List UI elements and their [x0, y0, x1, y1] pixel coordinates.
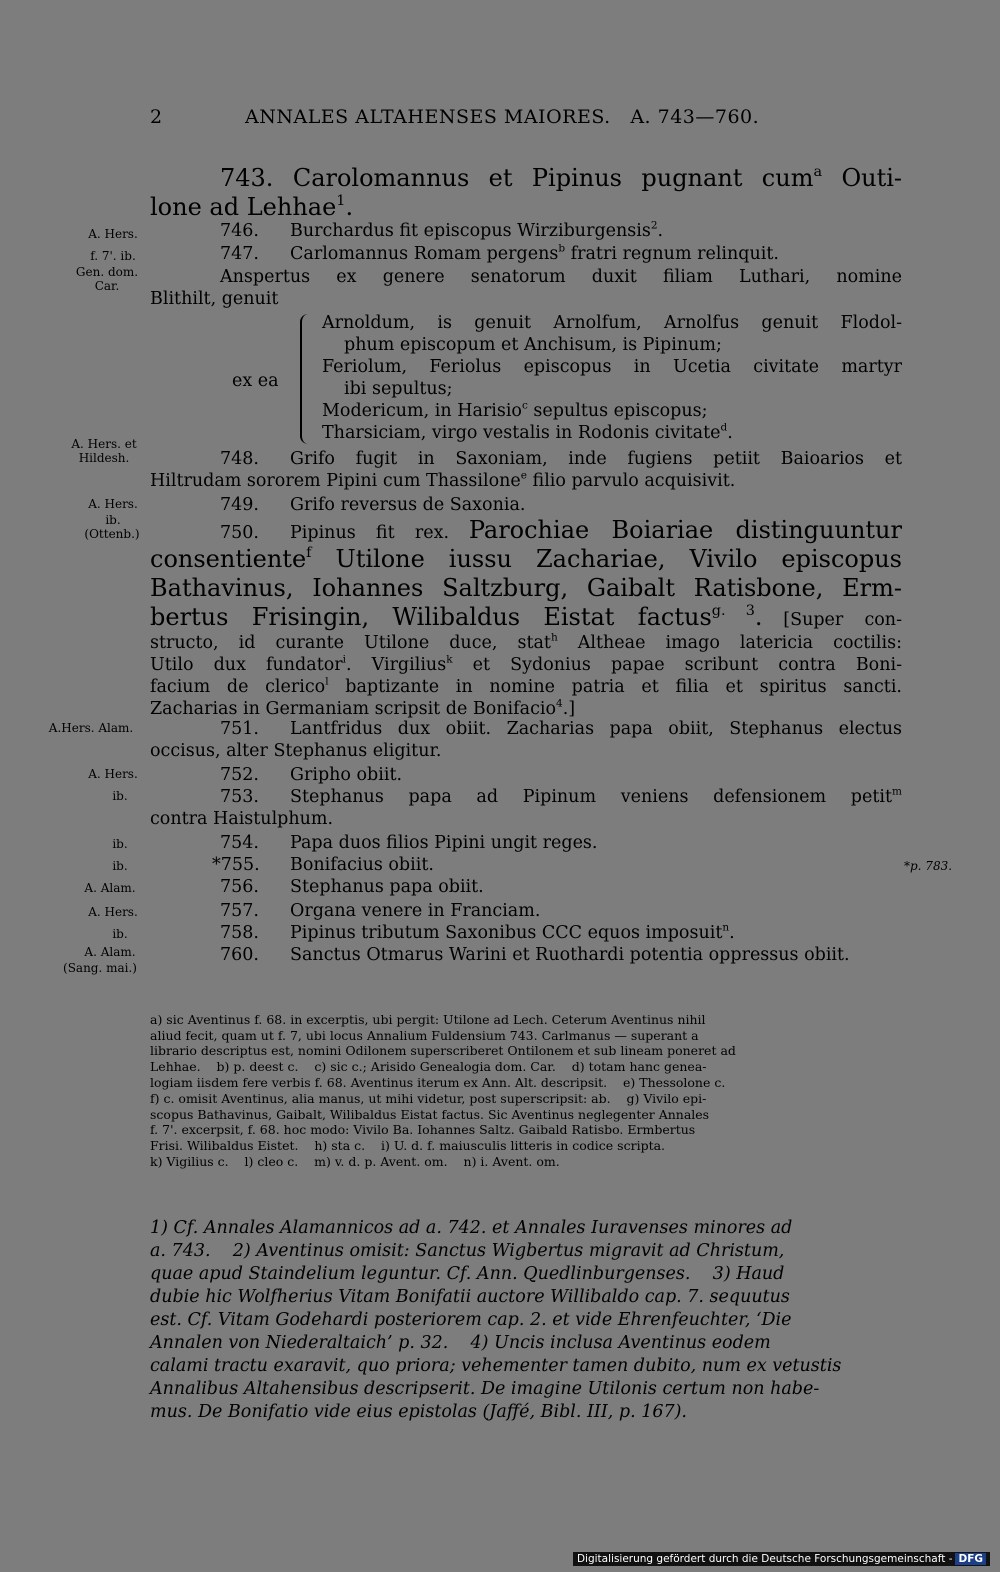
sidenote: A. Hers.: [88, 767, 138, 781]
sidenote: Hildesh.: [78, 451, 130, 465]
sidenote: f. 7'. ib.: [90, 249, 136, 263]
sidenote: A. Alam.: [84, 945, 136, 959]
genealogy-children: Arnoldum, is genuit Arnolfum, Arnolfus genuit Flodol- phum episcopum et Anchisum, is Pipinum; Feriolum, Feriolus episcopus in Ucetia civitate martyr ibi sepultus; Modericum, in Harisio$^c$ sepultus episcopus; Tharsiciam, virgo vestalis in Rodonis civitate$^d$.: [322, 313, 902, 443]
sidenote: Gen. dom.: [75, 265, 139, 279]
genealogy-brace: [300, 314, 312, 444]
dfg-logo-icon: DFG: [955, 1553, 986, 1565]
funding-footer: [573, 1552, 990, 1566]
page-reference: *p. 783.: [904, 859, 953, 873]
sidenote: ib.: [105, 513, 121, 527]
entry-749: 749. Grifo reversus de Saxonia.: [220, 495, 526, 515]
running-title: ANNALES ALTAHENSES MAIORES. A. 743—760.: [245, 106, 760, 128]
sidenote: ib.: [112, 789, 128, 803]
entry-756: 756. Stephanus papa obiit.: [220, 877, 484, 897]
entry-758: 758. Pipinus tributum Saxonibus CCC equos imposuit$^n$.: [220, 921, 735, 943]
sidenote: (Ottenb.): [84, 527, 140, 541]
entry-753: 753. Stephanus papa ad Pipinum veniens defensionem petit$^m$ contra Haistulphum.: [150, 785, 902, 829]
sidenote: A. Hers.: [88, 227, 138, 241]
sidenote: A. Hers.: [88, 497, 138, 511]
sidenote: A.Hers. Alam.: [48, 721, 134, 735]
sidenote: ib.: [112, 859, 128, 873]
entry-748: 748. Grifo fugit in Saxoniam, inde fugiens petiit Baioarios et Hiltrudam sororem Pipini cum Thassilone$^e$ filio parvulo acquisivit.: [150, 449, 902, 491]
entry-751: 751. Lantfridus dux obiit. Zacharias papa obiit, Stephanus electus occisus, alter Stephanus eligitur.: [150, 719, 902, 761]
entry-752: 752. Gripho obiit.: [220, 765, 403, 785]
sidenote: Car.: [94, 279, 120, 293]
sidenote: ib.: [112, 927, 128, 941]
entry-750: 750. Pipinus fit rex. Parochiae Boiariae distinguuntur consentiente$^f$ Utilone iussu Zachariae, Vivilo episcopus Bathavinus, Iohannes Saltzburg, Gaibalt Ratisbone, Erm- bertus Frisingin, Wilibaldus Eistat factus$^{g. 3}$. [Super con- structo, id curante Utilone duce, stat$^h$ Altheae imago latericia coctilis: Utilo dux fundator$^i$. Virgilius$^k$ et Sydonius papae scribunt contra Boni- facium de clerico$^l$ baptizante in nomine patria et filia et spiritus sancti. Zacharias in Germaniam scripsit de Bonifacio$^4$.]: [150, 516, 902, 719]
entry-754: 754. Papa duos filios Pipini ungit reges.: [220, 833, 598, 853]
page-number: 2: [150, 106, 163, 128]
sidenote: (Sang. mai.): [63, 961, 137, 975]
footnotes: 1) Cf. Annales Alamannicos ad a. 742. et Annales Iuravenses minores ad a. 743. 2) Aventinus omisit: Sanctus Wigbertus migravit ad Christum, quae apud Staindelium leguntur. Cf. Ann. Quedlinburgenses. 3) Haud dubie hic Wolfherius Vitam Bonifatii auctore Willibaldo cap. 7. sequutus est. Cf. Vitam Godehardi posteriorem cap. 2. et vide Ehrenfeuchter, ‘Die Annalen von Niederaltaich’ p. 32. 4) Uncis inclusa Aventinus eodem calami tractu exaravit, quo priora; vehementer tamen dubito, num ex vetustis Annalibus Altahensibus descripserit. De imagine Utilonis certum non habe- mus. De Bonifatio vide eius epistolas (Jaffé, Bibl. III, p. 167).: [150, 1218, 842, 1422]
entry-747: 747. Carlomannus Romam pergens$^b$ fratri regnum relinquit.: [220, 242, 779, 264]
entry-746: 746. Burchardus fit episcopus Wirziburgensis$^2$.: [220, 219, 664, 241]
footer-text: Digitalisierung gefördert durch die Deutsche Forschungsgemeinschaft -: [576, 1553, 953, 1565]
entry-757: 757. Organa venere in Franciam.: [220, 901, 541, 921]
sidenote: A. Alam.: [84, 881, 136, 895]
genealogy-intro: Anspertus ex genere senatorum duxit filiam Luthari, nomine Blithilt, genuit: [150, 267, 902, 309]
sidenote: ib.: [112, 837, 128, 851]
entry-743: 743. Carolomannus et Pipinus pugnant cum$^a$ Outi- lone ad Lehhae$^1$.: [150, 163, 903, 221]
sidenote: A. Hers.: [88, 905, 138, 919]
entry-755: *755. Bonifacius obiit.: [212, 855, 434, 875]
sidenote: A. Hers. et: [71, 437, 137, 451]
ex-ea-label: ex ea: [232, 371, 279, 391]
critical-notes: a) sic Aventinus f. 68. in excerptis, ubi pergit: Utilone ad Lech. Ceterum Aventinus nihil aliud fecit, quam ut f. 7, ubi locus Annalium Fuldensium 743. Carlmanus — superant a librario descriptus est, nomini Odilonem superscriberet Ontilonem et sub lineam poneret ad Lehhae. b) p. deest c. c) sic c.; Arisido Genealogia dom. Car. d) totam hanc genea- logiam iisdem fere verbis f. 68. Aventinus iterum ex Ann. Alt. descripsit. e) Thessolone c. f) c. omisit Aventinus, alia manus, ut mihi videtur, post superscripsit: ab. g) Vivilo epi- scopus Bathavinus, Gaibalt, Wilibaldus Eistat factus. Sic Aventinus neglegenter Annales f. 7'. excerpsit, f. 68. hoc modo: Vivilo Ba. Iohannes Saltz. Gaibald Ratisbo. Ermbertus Frisi. Wilibaldus Eistet. h) sta c. i) U. d. f. maiusculis litteris in codice scripta. k) Vigilius c. l) cleo c. m) v. d. p. Avent. om. n) i. Avent. om.: [150, 1011, 736, 1169]
entry-760: 760. Sanctus Otmarus Warini et Ruothardi potentia oppressus obiit.: [220, 945, 850, 965]
